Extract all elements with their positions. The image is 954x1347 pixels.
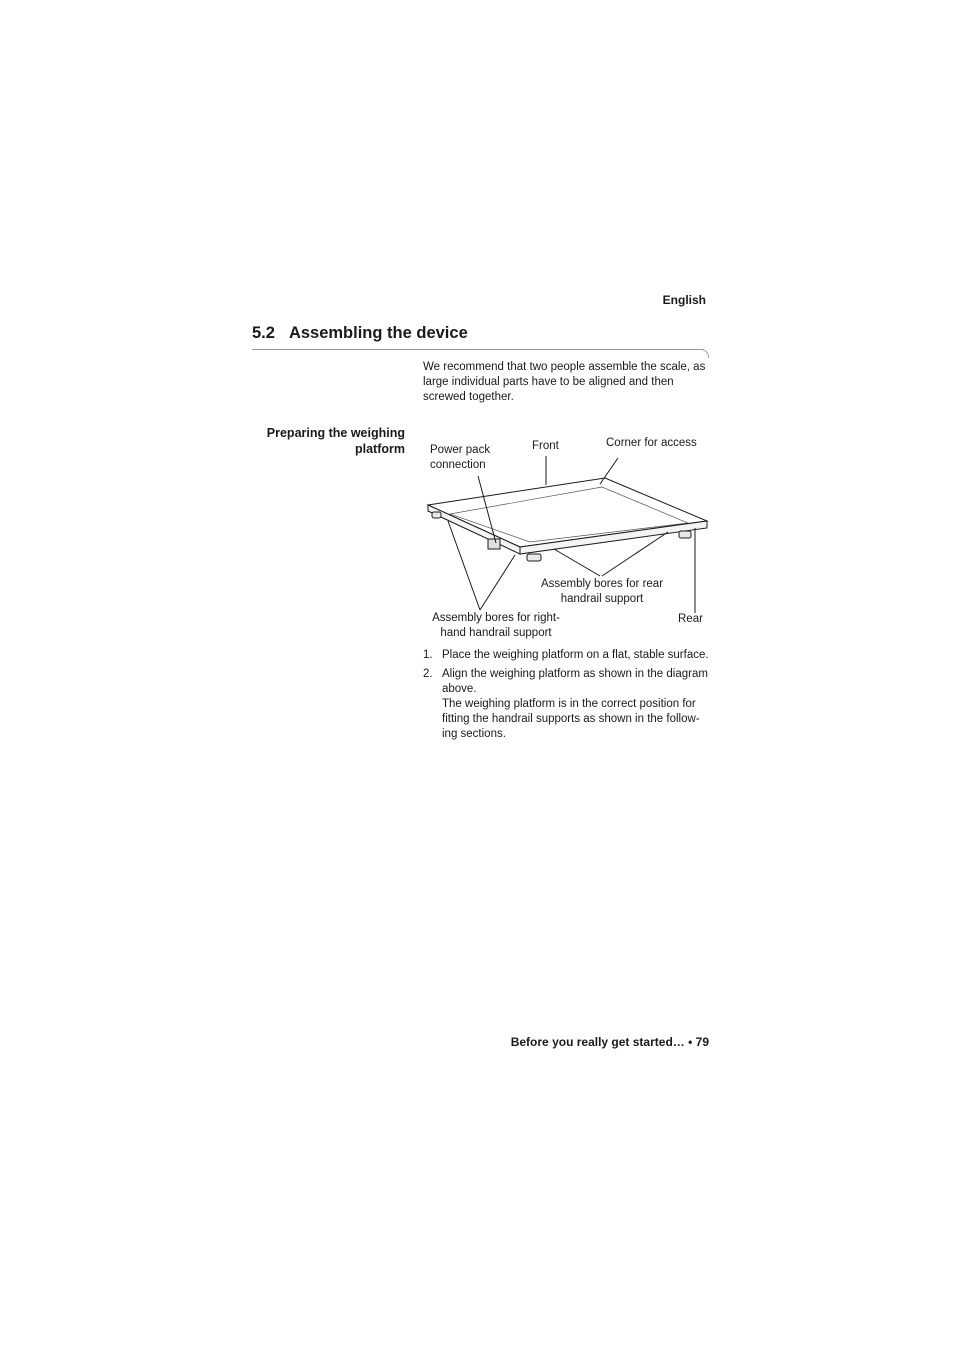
foot-left: [432, 512, 441, 518]
label-rear-bores-line1: Assembly bores for rear: [540, 578, 664, 590]
step-number: 1.: [423, 649, 433, 661]
platform-diagram: [420, 430, 715, 645]
step-item: [423, 667, 713, 742]
step-text: Align the weighing platform as shown in the diagram above.: [442, 668, 708, 695]
label-power-pack-line1: Power pack: [430, 444, 491, 456]
language-label: English: [662, 293, 706, 307]
label-rear-bores-line2: handrail support: [560, 593, 644, 605]
step-item: [423, 648, 713, 663]
subsection-heading: [252, 425, 405, 457]
foot-front: [527, 554, 541, 561]
label-power-pack-line2: connection: [430, 459, 486, 471]
label-rear: Rear: [678, 613, 703, 625]
section-rule-curl: [698, 349, 709, 358]
platform-top: [428, 478, 707, 547]
label-corner-access: Corner for access: [606, 437, 697, 449]
page-footer: Before you really get started… • 79: [510, 1035, 709, 1049]
intro-paragraph: We recommend that two people assemble the scale, as large individual parts have to be aligned and then screwed together.: [423, 361, 706, 403]
power-pack-connector: [488, 539, 500, 549]
section-rule: [252, 349, 704, 350]
step-text: Place the weighing platform on a flat, stable surface.: [442, 649, 709, 661]
leader-right-bores-b: [480, 555, 515, 610]
section-title-text: Assembling the device: [288, 324, 468, 342]
step-number: 2.: [423, 668, 433, 680]
subsection-heading-line2: platform: [355, 442, 405, 456]
subsection-heading-line1: Preparing the weighing: [266, 426, 405, 440]
section-title: [252, 324, 468, 343]
leader-right-bores-a: [448, 521, 480, 610]
foot-rear: [679, 531, 691, 538]
steps-list: [423, 648, 713, 746]
section-number: 5.2: [252, 324, 275, 342]
label-right-bores: [428, 611, 564, 641]
label-power-pack: [430, 443, 490, 473]
label-front: Front: [532, 440, 559, 452]
step-note: The weighing platform is in the correct position for fitting the handrail supports as shown in the follow-ing sections.: [442, 698, 700, 740]
label-right-bores-line2: hand handrail support: [440, 627, 552, 639]
leader-rear-bores-a: [554, 549, 600, 576]
label-rear-bores: [535, 577, 669, 607]
label-right-bores-line1: Assembly bores for right-: [432, 612, 560, 624]
